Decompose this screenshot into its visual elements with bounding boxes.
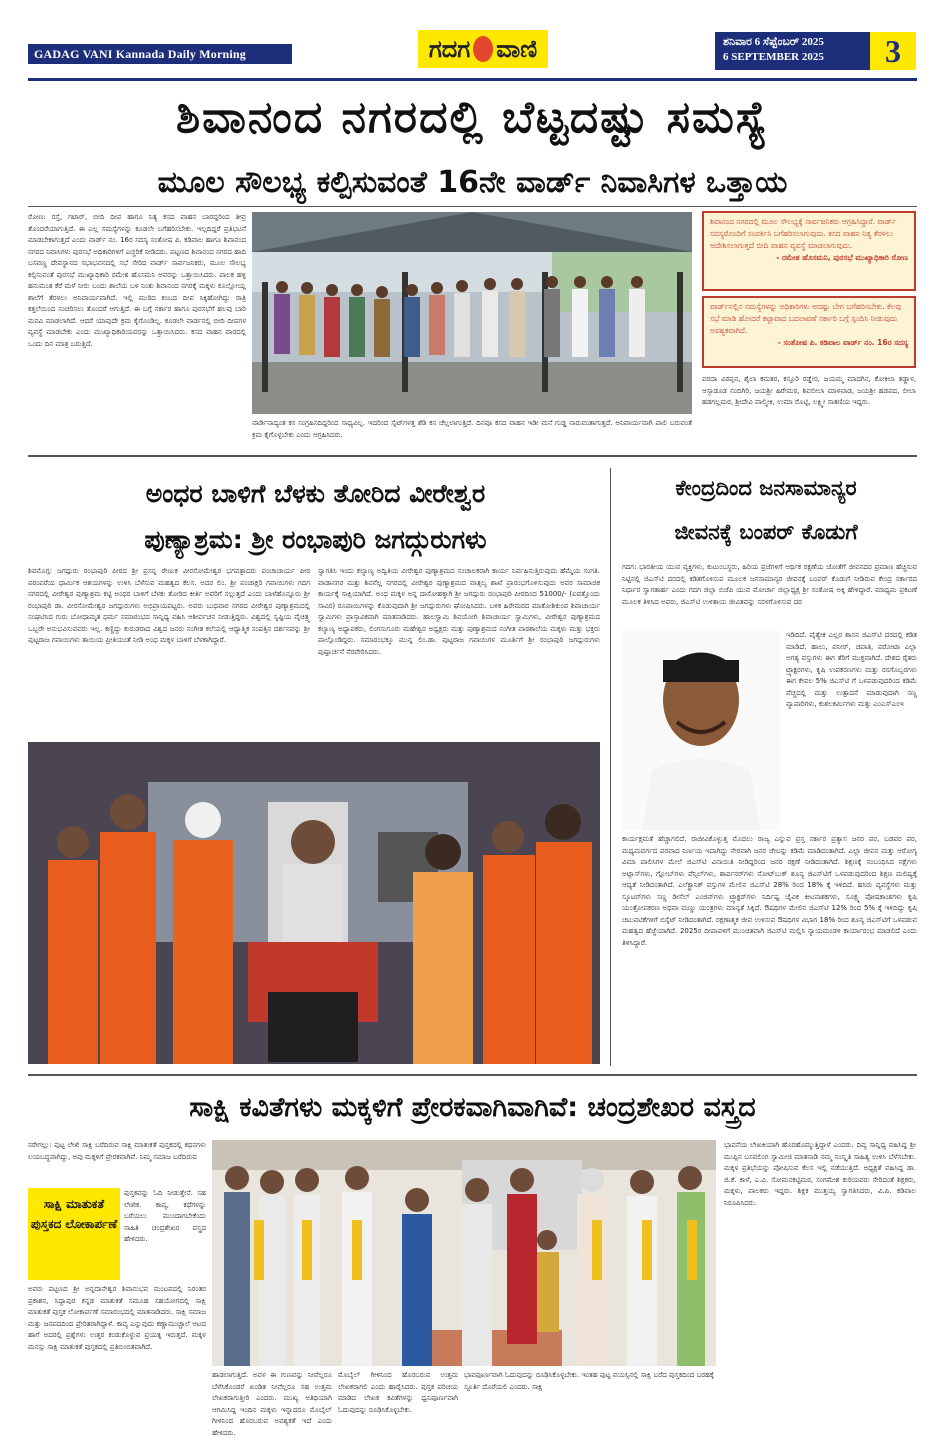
story1-headline: ಶಿವಾನಂದ ನಗರದಲ್ಲಿ ಬೆಟ್ಟದಷ್ಟು ಸಮಸ್ಯೆ [175, 92, 770, 143]
quote1-text: ಶಿವಾನಂದ ನಗರದಲ್ಲಿ ಮೂಲ ಸೌಲಭ್ಯಕ್ಕೆ ಸಾರ್ವಜನಿಕರು ಆಗ್ರಹಿಸಿದ್ದಾರೆ. ವಾರ್ಡ್ ಸದಸ್ಯರೊಂದಿಗೆ ಸಂಪರ್ಕಿಸಿ ಬಗೆಹರಿಸಲಾಗುವುದು. ಕಸದ ವಾಹನ ನಿತ್ಯ ತೆರಳಲು ಆದೇಶಿಸಲಾಗುತ್ತದೆ ಬೀದಿ ವಾಹನ ವ್ಯವಸ್ಥೆ ಮಾಡಲಾಗುವುದು. [710, 217, 896, 250]
story4-column-bottom: ಅವರು ಪಟ್ಟಣದ ಶ್ರೀ ಅನ್ನದಾನೇಶ್ವರ ಶಿವಾನುಭವ ಮಂಟಪದಲ್ಲಿ ನಿರಂತರ ಪ್ರಕಾಶನ, ಸಿದ್ದಾಪುರ ಕನ್ನಡ ಮಾತುಕತೆ ಸಮೂಹ ಸಹಯೋಗದಲ್ಲಿ ಸಾಕ್ಷಿ ಮಾತುಕತೆ ಪುಸ್ತಕ ಲೋಕಾರ್ಪಣೆ ಸಮಾರಂಭದಲ್ಲಿ ಮಾತನಾಡಿದರು. ಸಾಕ್ಷಿ ಸಮಾಜ ಮತ್ತು ಜನಪದದಿಂದ ಪ್ರೇರಿತರಾಗಿದ್ದಾಳೆ. ಕಾವ್ಯ ಎನ್ನುವುದು ಕಣ್ಣಾಮುಚ್ಚಾಲೆ ಆಟದ ಹಾಗೆ ಅದರಲ್ಲಿ ಪ್ರಶ್ನೆಗಳು ಉತ್ತರ ಕಂಡುಕೊಳ್ಳುವ ಪ್ರಯತ್ನ ಇರುತ್ತದೆ. ಮಕ್ಕಳ ಮನಸ್ಸು ಸಾಕ್ಷಿ ಮಾತುಕತೆ ಪುಸ್ತಕದಲ್ಲಿ ಪ್ರತಿಬಿಂಬಿತವಾಗಿದೆ. [28, 1285, 206, 1351]
story2-headline-line2: ಪುಣ್ಯಾಶ್ರಮ: ಶ್ರೀ ರಂಭಾಪುರಿ ಜಗದ್ಗುರುಗಳು [144, 525, 487, 554]
masthead-date-english: 6 SEPTEMBER 2025 [723, 51, 824, 63]
story4-column-narrow: ಪುಸ್ತಕವನ್ನು ಓದಿ ನೀಡುತ್ತೇನೆ. ಸಹ ಲೇಖಿಕ. ಕಾವ್ಯ, ಕಥೆಗಳನ್ನು ಬರೆಯಲು ಮುಂದಾಗಬೇಕೆಂದು ಸಾಹಿತಿ ಚಂದ್ರಶೇಖರ ವಸ್ತ್ರದ ಹೇಳಿದರು. [124, 1189, 206, 1243]
logo-text-a: ಗದಗ [428, 35, 471, 63]
story3-headline-line2: ಜೀವನಕ್ಕೆ ಬಂಪರ್ ಕೊಡುಗೆ [674, 520, 858, 544]
story4-column-3: ಮೊಬೈಲ್ ಗೀಳಿನಿಂದ ಹೊರಬರುವ ಉತ್ತಮ ಲೇಖಕರಾಗಲಿ ಎಂದು ಹಾರೈಸಿದರು. ಪುಸ್ತಕ ಪರಿಚಯ ಮಾಡಿದ ಲೇಖಕ ಕವಿತೆಗಳನ್ನು ಧ್ವನಿಪೂರ್ಣವಾಗಿ ಓದುವುದನ್ನು ರೂಢಿಸಿಕೊಳ್ಳಬೇಕು. [338, 1371, 458, 1414]
story1-photo-caption-text: ವಾರ್ಡಿನಾದ್ಯಂತ ಕಸ ಸಂಗ್ರಹಿಸದಿದ್ದರಿಂದ ಸಾಧ್ಯವಿಲ್ಲ. ಇದರಿಂದ ಸೈಟ್‌ಗಳತ್ತ ಶೆಡಿ ಕಸ ಚೆಲ್ಲಲಾಗುತ್ತಿದೆ. ದಿನವೂ ಕಸದ ವಾಹನ ಇಡೀ ಮನೆ ಗುಡ್ಡ ನಾರುವಂತಾಗುತ್ತದೆ. ಅನಿವಾರ್ಯವಾಗಿ ಪಾಲಿ ಬರುವಂತೆ ಕ್ರಮ ಕೈಗೊಳ್ಳಬೇಕು ಎಂದು ಆಗ್ರಹಿಸಿದರು. [252, 419, 692, 439]
logo-swirl-icon [473, 36, 493, 62]
masthead-rule [28, 78, 917, 81]
story2-column-1: ಶಿವಮೊಗ್ಗ: ಜಗದ್ಗುರು ರಂಭಾಪುರಿ ಪೀಠದ ಶ್ರೀ ಪ್ರಸನ್ನ ರೇಣುಕ ವೀರಸೋಮೇಶ್ವರ ಭಗವತ್ಪಾದರು ಪಂಚಾಚಾರ್ಯ ಪೀಠ ಪರಂಪರೆಯ ಧಾರ್ಮಿಕ ಆಶಯಗಳನ್ನು ಉಳಿಸಿ ಬೆಳೆಸುವ ಮಹತ್ವದ ಕೆಲಸ. ಅದರ ಲಿಂ. ಶ್ರೀ ಪಂಚಾಕ್ಷರಿ ಗವಾಯಿಗಳು ಗದಗ ನಗರದಲ್ಲಿ ವೀರೇಶ್ವರ ಪುಣ್ಯಾಶ್ರಮ ಕಟ್ಟಿ ಅಂಧರ ಬಾಳಿಗೆ ಬೆಳಕು ತೋರಿದ ಕೀರ್ತಿ ಅವರಿಗೆ ಸಲ್ಲುತ್ತದೆ ಎಂದು ಬಾಳೆಹೊನ್ನೂರು ಶ್ರೀ ರಂಭಾಪುರಿ ಡಾ. ವೀರಸೋಮೇಶ್ವರ ಜಗದ್ಗುರುಗಳು ಅಭಿಪ್ರಾಯಪಟ್ಟರು. ಅವರು ಬುಧವಾರ ನಗರದ ವೀರೇಶ್ವರ ಪುಣ್ಯಾಶ್ರಮದಲ್ಲಿ ಸಂಘಟಿಸಿದ ಗುರು ಬೋಧಾಮೃತ ಧರ್ಮ ಸಮಾರಂಭದ ಸಾನ್ನಿಧ್ಯ ವಹಿಸಿ ಆಶೀರ್ವಚನ ನೀಡುತ್ತಿದ್ದರು. ವಿಶ್ವದಲ್ಲಿ ಸೃಷ್ಟಿಯ ವೈಚಿತ್ರ್ಯ ಒಬ್ಬರೇ ಅನುಭವಿಸುವವರು ಇಲ್ಲ. ಕಣ್ಣಿದ್ದು ಕುರುಡರಾದ ವಿಶ್ವದ ಜನರು ಸಂಗೀತ ಕಲೆಯಲ್ಲಿ ಆಧ್ಯಾತ್ಮಿಕ ಸಂಪತ್ತಿನ ದರ್ಶನವನ್ನು ಶ್ರೀ ಪುಟ್ಟರಾಜ ಗವಾಯಿಗಳು ತಾಯಿಯ ಪ್ರೀತಿಯಂತೆ ನೀಡಿ ಅಂಧ ಮಕ್ಕಳ ಬಾಳಿಗೆ ಬೆಳಕಾಗಿದ್ದಾರೆ. [28, 567, 310, 644]
logo-text-b: ವಾಣಿ [496, 35, 538, 63]
story3-column-narrow: ಇಡಿದಿದೆ. ಪೈತ್ಯೇಕ ಎಲ್ಲರ ಶಾಸನ ಜಿಎಸ್‌ಟಿ ದರದಲ್ಲಿ ಕಡಿತ ಮಾಡಿದೆ. ಹಾಲು, ಪನೀರ್, ಚಪಾತಿ, ಪರೋಟಾ ಎಲ್ಲಾ ಅಗತ್ಯ ವಸ್ತುಗಳು ಈಗ ತೆರಿಗೆ ಮುಕ್ತವಾಗಿದೆ. ದೇಶದ ರೈತರು ಟ್ರ್ಯಾಕ್ಟರಗಳು, ಕೃಷಿ ಉಪಕರಣಗಳು ಮತ್ತು ರಸಗೊಬ್ಬರಗಳು ಈಗ ಕೇವಲ 5% ಜಿಎಸ್‌ಟಿ ಗೆ ಒಳಪಡುವುದರಿಂದ ಕಡಿಮೆ ವೆಚ್ಚದಲ್ಲಿ ಮತ್ತು ಉತ್ಪಾದನೆ ಮಾಡುವುದಾಗಿ ಸಣ್ಣ ವ್ಯಾಪಾರಿಗಳು, ಕುಶಲಕರ್ಮಿಗಳು ಮತ್ತು ಎಂಎಸ್ಎಂಇ [786, 631, 917, 708]
story2-headline-line1: ಅಂಧರ ಬಾಳಿಗೆ ಬೆಳಕು ತೋರಿದ ವೀರೇಶ್ವರ [145, 479, 486, 508]
story2-photo-swamijis [28, 742, 600, 1064]
story1-column-1: ರೋಣ: ರಸ್ತೆ, ಗಟಾರ್, ಬೀದಿ ದೀಪ ಹಾಗೂ ನಿತ್ಯ ಕಸದ ವಾಹನ ಬಾರದ್ದರಿಂದ ತೀವ್ರ ತೊಂದರೆಯಾಗುತ್ತಿದೆ. ಈ ಎಲ್ಲ ಸಮಸ್ಯೆಗಳನ್ನು ಕೂಡಲೇ ಬಗೆಹರಿಸಬೇಕು. ಇಲ್ಲದಿದ್ದರೆ ಪ್ರತಿಭಟನೆ ಮಾಡಬೇಕಾಗುತ್ತದೆ ಎಂದು ವಾರ್ಡ್ ನಂ. 16ರ ಸದಸ್ಯ ಸಂತೋಷ ಪಿ. ಕಡಿವಾಲ ಹಾಗೂ ಶಿವಾನಂದ ನಗರದ ನಿವಾಸಿಗಳು ಪುರಸಭೆ ಅಧಿಕಾರಿಗಳಿಗೆ ಎಚ್ಚರಿಕೆ ನೀಡಿದರು. ಪಟ್ಟಣದ ಶಿವಾನಂದ ನಗರದ ಹಾದಿ ಬಸವಣ್ಣ ದೇವಸ್ಥಾನದ ಸಭಾಭವನದಲ್ಲಿ ಸಭೆ ಸೇರಿದ ವಾರ್ಡ್ ಸಾರ್ವಜನಿಕರು, ಮೂಲ ಸೌಲಭ್ಯ ಕಲ್ಪಿಸುವಂತೆ ಪುರಸಭೆ ಮುಖ್ಯಾಧಿಕಾರಿ ರಮೇಶ ಹೊಸಮನಿ ಅವರನ್ನು ಒತ್ತಾಯಿಸಿದರು. ಪಾಲಕ ಹಳ್ಳಿ ಹನುಮಂತ ಕೆರೆ ಮಳೆ ನೀರು ಬಂದು ಶಾಲೆಯ ಬಳಿ ನಿಂತು ಶಿವಾನಂದ ನಗರಕ್ಕೆ ಮಕ್ಕಳು ಕೂಲ್ಲೋಯ್ಲ ಶಾಲೆಗೆ ತೆರಳಲು ಅನಿವಾರ್ಯವಾಗಿದೆ. ಇಲ್ಲಿ ಮುರಿದ ಕಂಬದ ದೀಪ ಸಿಕ್ಕಿಹೋಗಿದ್ದು ರಾತ್ರಿ ಕತ್ತಲೆಯಿಂದ ಸಂಚರಿಸಲು ತೊಂದರೆ ಆಗುತ್ತಿದೆ. ಈ ಬಗ್ಗೆ ಸರ್ಕಾರ ಹಾಗೂ ಪುರಸಭೆಗೆ ಹಲವು ಬಾರಿ ಮನವಿ ಮಾಡಲಾಗಿದೆ. ಆದರೆ ಯಾವುದೇ ಕ್ರಮ ಕೈಗೊಂಡಿಲ್ಲ. ಕೂಡಲೇ ವಾರ್ಡನಲ್ಲಿ ಬೀದಿ ದೀಪಗಳ ವ್ಯವಸ್ಥೆ ಮಾಡಬೇಕು ಎಂದು ಮುಖ್ಯಾಧಿಕಾರಿಯವರನ್ನು ಒತ್ತಾಯಿಸಿದರು. ಕಸದ ವಾಹನ ವಾರದಲ್ಲಿ ಒಂದು ದಿನ ಮಾತ್ರ ಬರುತ್ತಿದೆ. [28, 213, 246, 348]
page-number: 3 [870, 32, 916, 70]
story4-headline: ಸಾಕ್ಷಿ ಕವಿತೆಗಳು ಮಕ್ಕಳಿಗೆ ಪ್ರೇರಕವಾಗಿವಾಗಿವೆ: ಚಂದ್ರಶೇಖರ ವಸ್ತ್ರದ [189, 1092, 756, 1123]
story4-photo-book-launch [212, 1140, 716, 1366]
story1-side-text: ವರದಾ ವಿಠಪ್ಪನ, ಶೈಲಾ ಕಮತರ, ಕಸ್ತೂರಿ ರಡ್ಡೇರ, ಜಯಮ್ಮ ಮಾದಗಿನ, ಕೋಕಿಲಾ ತಡ್ಡಾಳ, ಆಸ್ಸಾಡೂಡ ನಂದಿಗಿರಿ, ಜಯಶ್ರೀ ಹಿರೇಮಠ, ಶಿವಲೀಲಾ ಮಾಳವಾಡ, ಜಯಶ್ರೀ ಹಡಪದ, ಲೀಲಾ ಹಡಗಲ್ಲಮಠ, ಶ್ರೀದೇವಿ ವಾಲ್ಮೀಕಿ, ಉಮಾ ರೊಟ್ಟಿ, ಲಕ್ಷ್ಮೀ ಸಾತಣಿಯ ಇದ್ದರು. [702, 375, 916, 406]
story1-quote-box-2 [702, 296, 916, 368]
story1-subheadline: ಮೂಲ ಸೌಲಭ್ಯ ಕಲ್ಪಿಸುವಂತೆ 16ನೇ ವಾರ್ಡ್ ನಿವಾಸಿಗಳ ಒತ್ತಾಯ [157, 165, 788, 200]
quote2-attribution: - ಸಂತೋಷ ಪಿ. ಕಡಿವಾಲ ವಾರ್ಡ್ ನಂ. 16ರ ಸದಸ್ಯ [777, 338, 908, 347]
masthead-date-kannada: ಶನಿವಾರ 6 ಸೆಪ್ಟೆಂಬರ್ 2025 [723, 36, 824, 48]
section-divider-1 [28, 455, 917, 457]
story4-column-2: ಹಾಡಲಾಗುತ್ತಿದೆ. ಅವಳ ಈ ಗುಣವನ್ನು ನೀವೆಲ್ಲರೂ ಬೆಳೆಸಿಕೊಂಡರೆ ಖಂಡಿತ ನೀವೆಲ್ಲರೂ ಸಹ ಉತ್ತಮ ಲೇಖಕರಾಗುತ್ತೀರಿ ಎಂದರು. ಮುಖ್ಯ ಅತಿಥಿಯಾಗಿ ಆಗಮಿಸಿದ್ದ ಇಂದಿನ ಮಕ್ಕಳು ಇನ್ನಾದರೂ ಮೊಬೈಲ್ ಗೀಳಿನಿಂದ ಹೊರಬರುವ ಅವಶ್ಯಕತೆ ಇದೆ ಎಂದು ಹೇಳಿದರು. [212, 1371, 332, 1437]
story4-badge: ಸಾಕ್ಷಿ ಮಾತುಕತೆ ಪುಸ್ತಕದ ಲೋಕಾರ್ಪಣೆ [28, 1188, 120, 1280]
story4-column-top: ನರೇಗಲ್ಲು: ಪುಟ್ಟ ಲೇಖಿ ಸಾಕ್ಷಿ ಬರೆದಿರುವ ಸಾಕ್ಷಿ ಮಾತುಕತೆ ಪುಸ್ತಕದಲ್ಲಿ ಕಥನಗಳು ಲಯಬದ್ಧವಾಗಿದ್ದು, ಅವು ಮಕ್ಕಳಿಗೆ ಪ್ರೇರಕವಾಗಿವೆ. ನಿಮ್ಮ ಸಮಾಜ ಬರೆದಿರುವ [28, 1141, 206, 1161]
quote2-text: ವಾರ್ಡ್‌ನಲ್ಲಿನ ಸಮಸ್ಯೆಗಳನ್ನು ಅಧಿಕಾರಿಗಳು ಆದಷ್ಟು ಬೇಗ ಬಗೆಹರಿಸಬೇಕು. ಕೆಲವು ಸಭೆ ಮಾಡಿ ಹೋದರೆ ಕಟ್ಟಾವಾದ ಬದಲಾವಣೆ ಸರ್ಕಾರಿ ಬಗ್ಗೆ ಸ್ಪಂದಿಸಿ ನೀಡುವುದು ಅವಶ್ಯಕವಾಗಿದೆ. [710, 302, 902, 335]
section-divider-2 [28, 1074, 917, 1076]
quote1-attribution: - ರಮೇಶ ಹೊಸಮನಿ, ಪುರಸಭೆ ಮುಖ್ಯಾಧಿಕಾರಿ ರೋಣ [776, 253, 908, 262]
story1-top-rule [28, 206, 917, 207]
masthead-left-label: GADAG VANI Kannada Daily Morning [28, 44, 292, 64]
story4-column-5: ಭಾವನೆಯ ಲೇಖಕಿಯಾಗಿ ಹೊರಹೊಮ್ಮುತ್ತಿದ್ದಾಳೆ ಎಂದರು. ದಿವ್ಯ ಸಾನ್ನಿಧ್ಯ ವಹಿಸಿದ್ದ ಶ್ರೀ ಮುಪ್ಪಿನ ಬಸವಲಿಂಗ ಸ್ವಾಮೀಜಿ ಮಾತನಾಡಿ ನಮ್ಮ ಸಂಸ್ಕೃತಿ ಸಾಹಿತ್ಯ ಉಳಿಸಿ ಬೆಳೆಸಬೇಕು. ಮಕ್ಕಳ ಪ್ರತಿಭೆಯನ್ನು ಪೋಷಿಸುವ ಕೆಲಸ ಇಲ್ಲಿ ನಡೆಯುತ್ತಿದೆ. ಅಧ್ಯಕ್ಷತೆ ವಹಿಸಿದ್ದ ಡಾ. ಜಿ.ಕೆ. ಕಾಳೆ, ಎ.ವಿ. ಸೋಮನಕಟ್ಟಿಮಠ, ಸಂಗಮೇಶ ಕುರಿಯವರು ಸೇರಿದಂತೆ ಶಿಕ್ಷಕರು, ಮಕ್ಕಳು, ಪಾಲಕರು ಇದ್ದರು. ಶಿಕ್ಷಕ ಮುತ್ತಯ್ಯ ಸ್ವಾಗತಿಸಿದರು, ವಿ.ಪಿ. ಕಡಿವಾಲ ನಿರೂಪಿಸಿದರು. [724, 1141, 916, 1207]
masthead-date [715, 32, 870, 70]
story1-photo-residents [252, 212, 692, 414]
story2-column-2: ಸ್ವಾಗತಿಸಿ ಇಂದು ಕಲ್ಯಾಣ್ಯ ಅದ್ವಿತಿಯ ವೀರೇಶ್ವರ ಪುಣ್ಯಾಶ್ರಮದ ಸಂಚಾಲಕರಾಗಿ ಕಾರ್ಯ ನಿರ್ವಹಿಸುತ್ತಿರುವುದು ಹೆಮ್ಮೆಯ ಸಂಗತಿ. ವಾಡಾನಗರ ಮತ್ತು ಶಿವನೆಲ್ಲ ನಗರದಲ್ಲಿ ವೀರೇಶ್ವರ ಪುಣ್ಯಾಶ್ರಮದ ವಾತ್ಸಲ್ಯ ಶಾಖೆ ಪ್ರಾರಂಭಗೊಳಿಸುವುದು ಅವರ ಸಾಮಾಜಿಕ ಕಾರ್ಯಕ್ಕೆ ಸಾಕ್ಷಿಯಾಗಿದೆ. ಅಂಧ ಮಕ್ಕಳ ಅನ್ನ ದಾಸೋಹಕ್ಕಾಗಿ ಶ್ರೀ ಜಗದ್ಗುರು ರಂಭಾಪುರಿ ಪೀಠದಿಂದ 51000/- (ಐವತ್ತೊಂದು ಸಾವಿರ) ರೂಪಾಯಿಗಳನ್ನು ಕೊಡುವುದಾಗಿ ಶ್ರೀ ಜಗದ್ಗುರುಗಳು ಘೋಷಿಸಿದರು. ಬಳಿಕ ಹಿರೇಮಠದ ಮಾತೋಶಿಕುಂಪ ಶಿವಾಚಾರ್ಯ ಸ್ವಾಮಿಗಳು ಪ್ರಾಸ್ತಾವಿಕವಾಗಿ ಮಾತನಾಡಿದರು. ಹಾಲಸ್ವಾಮಿ ಶಿವಯೋಗಿ ಶಿವಾಚಾರ್ಯ ಸ್ವಾಮಿಗಳು, ವೀರೇಶ್ವರ ಪುಣ್ಯಾಶ್ರಮದ ಕಲ್ಯಾಣ್ಯ ಅಧ್ಯಾಪಕರು, ಲಿಂಗಸುಗೂರು ಮಹೇಶ್ವರ ಅಧ್ಯಕ್ಷರು ಮತ್ತು ಪುಣ್ಯಾಶ್ರಮದ ಸಂಗೀತ ಪಾಠಶಾಲೆಯ ಮಕ್ಕಳು ಮತ್ತು ಭಕ್ತರು ಪಾಲ್ಗೊಂಡಿದ್ದರು. ಸಮಾರಂಭಕ್ಕೂ ಮುನ್ನ ಲಿಂ.ಡಾ. ಪುಟ್ಟರಾಜ ಗವಾಯಿಗಳ ಮೂರ್ತಿಗೆ ಶ್ರೀ ರಂಭಾಪುರಿ ಜಗದ್ಗುರುಗಳು ಪುಷ್ಪಾರ್ಚನೆ ನೆರವೇರಿಸಿದರು. [318, 567, 600, 656]
vertical-divider [610, 468, 611, 1066]
story1-quote-box-1 [702, 211, 916, 291]
story4-column-4: ಭಾವಪೂರ್ಣವಾಗಿ ಓದುವುದನ್ನು ರೂಢಿಸಿಕೊಳ್ಳಬೇಕು. ಇಂತಹ ಪುಟ್ಟ ವಯಸ್ಸಿನಲ್ಲಿ ಸಾಕ್ಷಿ ಬರೆದ ಪುಸ್ತಕದಿಂದ ಬರಹಕ್ಕೆ ಸ್ಫೂರ್ತಿ ದೊರೆಯಲಿ ಎಂದರು. ಸಾಕ್ಷಿ [464, 1371, 714, 1391]
story3-headline-line1: ಕೇಂದ್ರದಿಂದ ಜನಸಾಮಾನ್ಯರ [675, 476, 857, 500]
story3-portrait-photo [622, 630, 780, 830]
story3-column-bottom: ಕಾರ್ಯಕ್ಷಮತೆ ಹೆಚ್ಚಾಗಲಿದೆ. ರಾಜೀವಿಕೊಳ್ಳುತ್ತ ಮೊದಲು ರಾಜ್ಯ ಎನ್ನುವ ಪ್ರಸ್ತ ಸರ್ಕಾರ ಪ್ರತ್ಯಾಸ ಜನರ ಪರ, ಬಡವರ ಪರ, ಮಧ್ಯಮವರ್ಗದ ಪರವಾದ ನಿರ್ಣಯ ಇದಾಗಿದ್ದು ನೇರವಾಗಿ ಜನರ ಜೇಬನ್ನು ಕಡಿಮೆ ಮಾಡಿದಂತಾಗಿದೆ. ಎಲ್ಲಾ ಜೀವನ ಮತ್ತು ಆರೋಗ್ಯ ವಿಮಾ ಪಾಲಿಸಿಗಳ ಮೇಲೆ ಜಿಎಸ್‌ಟಿ ವಿನಾಯಿತಿ ನೀಡಿದ್ದರಿಂದ ಜನರ ರಕ್ಷಣೆ ನೀಡಿದಂತಾಗಿದೆ. ಶಿಕ್ಷಣಕ್ಕೆ ಸಂಬಂಧಿಸಿದ ನಕ್ಷೆಗಳು ಅಟ್ಲಾಸ್‌ಗಳು, ಗ್ಲೋಬ್‌ಗಳು ಪೆನ್ಸಿಲ್‌ಗಳು, ಶಾರ್ಪನರ್‌ಗಳು ನೋಟ್‌ಬುಕ್ ಶೂನ್ಯ ಜಿಎಸ್‌ಟಿಗೆ ಒಳಪಡುವುದರಿಂದ ಶಿಕ್ಷಣ ಮಲಿಷ್ಯಕ್ಕೆ ಆದ್ಯತೆ ನೀಡಿದಂತಾಗಿದೆ. ಎಲೆಕ್ಟ್ರಾನಿಕ್ ವಸ್ತುಗಳ ಮೇಲಿನ ಜಿಎಸ್‌ಟಿ 28% ರಿಂದ 18% ಕ್ಕೆ ಇಳಿದಿದೆ. ಹಸಿರು ವ್ಯವಸ್ಥೆಗಳು ಮತ್ತು ಸ್ಕೂಟರ್‌ಗಳು ಸಣ್ಣ ಡೀಸೆಲ್ ಎಂಜಿನ್‌ಗಳು ಟ್ರ್ಯಾಕ್ಟರ್‌ಗಳು ನಿರ್ದಿಷ್ಟ ಜೈವಿಕ ಕೀಟನಾಶಕಗಳು, ಸೂಕ್ಷ್ಮ ಪೋಷಕಾಂಶಗಳು ಕೃಷಿ ಯಂತ್ರೋಪಕರಣ ಅಥವಾ ಮಣ್ಣು ಯಂತ್ರಗಳು ಮಾನ್ಯತೆ ಸಿಕ್ಕಿದೆ. ಔಷಧಿಗಳ ಮೇಲಿನ ಜಿಎಸ್‌ಟಿ 12% ರಿಂದ 5% ಕ್ಕೆ ಇಳಿದಿದ್ದು ಕೃಷಿ ಚಟುವಟಿಕೆಗಳಿಗೆ ಬಿಸ್ಕೆಟ್ ನೀಡಿದಂತಾಗಿದೆ. ರಕ್ಷಣಾತ್ಮಕ ಜೀವ ಉಳಿಸುವ ಔಷಧಿಗಳ ವಿಭಾಗ 18% ರಿಂದ ಶೂನ್ಯ ಜಿಎಸ್‌ಟಿಗೆ ಒಳಪಡುವ ಮಹತ್ವದ ಹೆಜ್ಜೆಯಾಗಿದೆ. 2025ರ ದೀಪಾವಳಿಗೆ ಮುಂಚಿತವಾಗಿ ಜಿಎಸ್‌ಟಿ ಮಲ್ಲಿಸಿ ನ್ಯಾಯಮಂಡಳಿ ಕಾರ್ಯಾರಂಭ ಮಾಡಲಿದೆ ಎಂದು ತಿಳಿಸಿದ್ದಾರೆ. [622, 835, 917, 947]
masthead-logo[interactable] [418, 30, 548, 68]
story3-column-top: ಗದಗ: ಭಾರತೀಯ ಯುವ ವ್ಯಕ್ತಿಗಳು, ಕುಟುಂಬಸ್ಥರು, ಹಿರಿಯ ಪ್ರಜೆಗಳಿಗೆ ಆರ್ಥಿಕ ರಕ್ಷಣೆಯ ಜೋತೆಗೆ ಜೀವನದರ ಪ್ರಮಾಣ ಹೆಚ್ಚಿಸುವ ನಿಟ್ಟಿನಲ್ಲಿ ಜಿಎಸ್‌ಟಿ ದರದಲ್ಲಿ ಕಡಿತಗೊಳಿಸುವ ಮೂಲಕ ಜನಸಾಮಾನ್ಯರ ಜೀವನಕ್ಕೆ ಬಂಪರ್ ಕೊಡುಗೆ ನೀಡಿರುವ ಕೇಂದ್ರ ಸರ್ಕಾರದ ನಿರ್ಧಾರ ಸ್ವಾಗತಾರ್ಹ ಎಂದು ಗದಗ ಜಿಲ್ಲಾ ಬಿಜೆಪಿ ಯುವ ಮೋರ್ಚಾ ಜಿಲ್ಲಾಧ್ಯಕ್ಷ ಶ್ರೀ ಸಂತೋಷ ಅಕ್ಕಿ ಹೇಳಿದ್ದಾರೆ. ಮಾಧ್ಯಮ ಪ್ರಕಟಣೆ ಮೂಲಕ ತಿಳಿಸಿದ ಅವರು, ಜಿಎಸ್‌ಟಿ ಉಳಿತಾಯ ಜೀವಿತವನ್ನು ಸರಳಗೊಳಿಸುವ ದರ [622, 563, 917, 606]
